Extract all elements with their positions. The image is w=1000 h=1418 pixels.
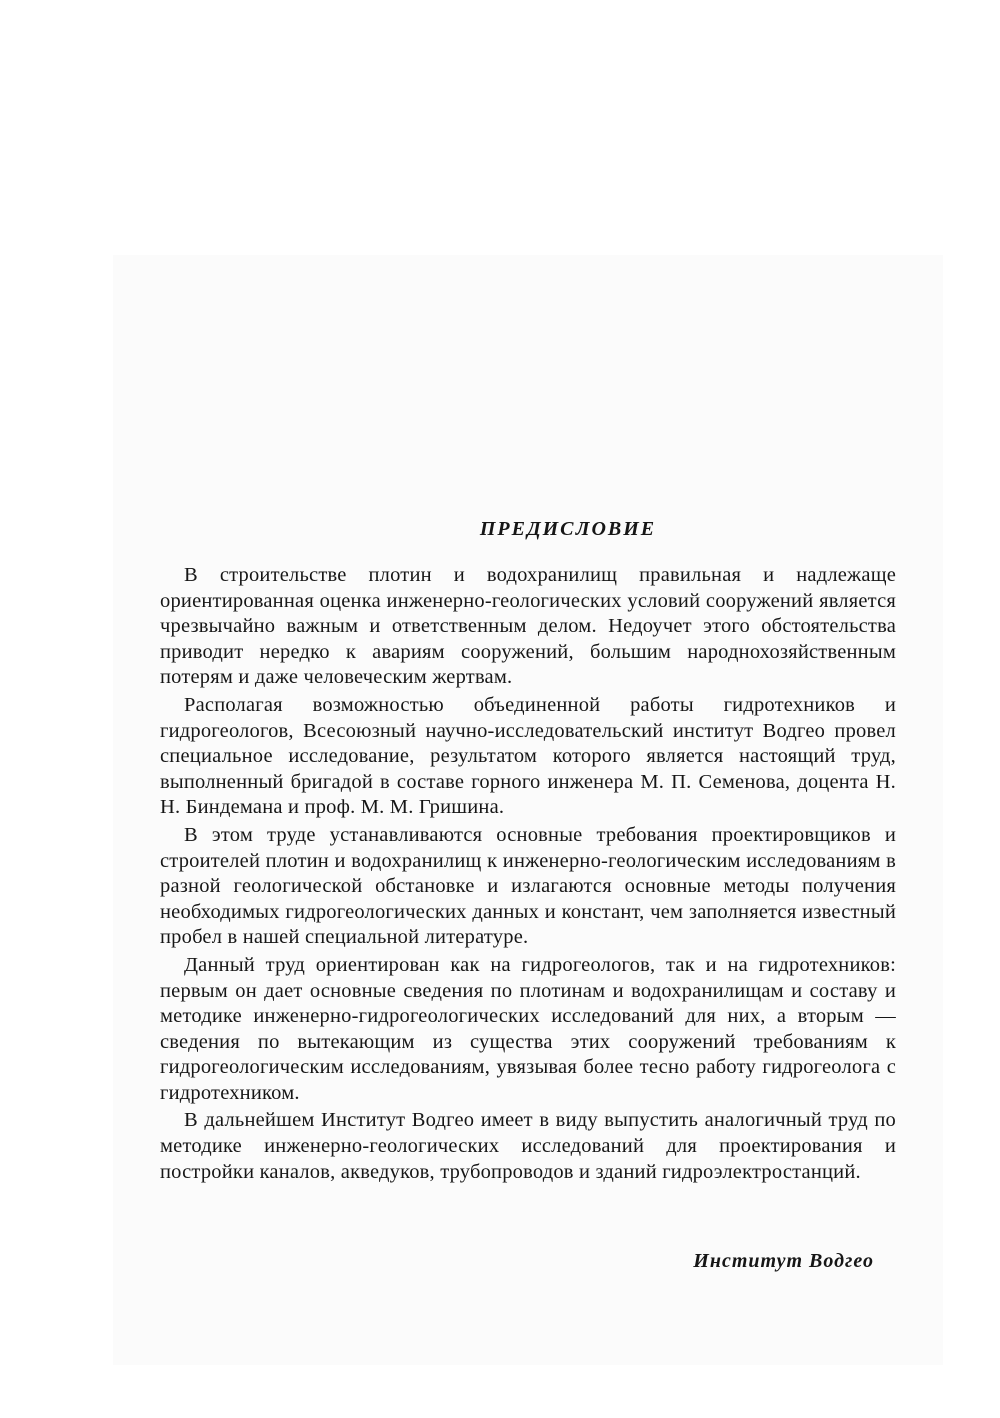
signature: Институт Водгео — [693, 1250, 874, 1272]
paragraph-5: В дальнейшем Институт Водгео имеет в виду выпустить аналогичный труд по методике инженерно-геологических исследований для проектирования и постройки каналов, акведуков, трубопроводов и зданий гидроэлектростанций. — [160, 1109, 896, 1183]
page-title: ПРЕДИСЛОВИЕ — [479, 518, 657, 540]
paragraph-4: Данный труд ориентирован как на гидрогеологов, так и на гидротехников: первым он дает основные сведения по плотинам и водохранилищам и составу и методике инженерно-гидрогеологических исследований для них, а вторым — сведения по вытекающим из существа этих сооружений требованиям к гидрогеологическим исследованиям, увязывая более тесно работу гидрогеолога с гидротехником. — [160, 953, 896, 1104]
paragraph-2: Располагая возможностью объединенной работы гидротехников и гидрогеологов, Всесоюзный научно-исследовательский институт Водгео провел специальное исследование, результатом которого является настоящий труд, выполненный бригадой в составе горного инженера М. П. Семенова, доцента Н. Н. Биндемана и проф. М. М. Гришина. — [160, 693, 896, 819]
paragraph-3: В этом труде устанавливаются основные требования проектировщиков и строителей плотин и водохранилищ к инженерно-геологическим исследованиям в разной геологической обстановке и излагаются основные методы получения необходимых гидрогеологических данных и констант, чем заполняется известный пробел в нашей специальной литературе. — [160, 823, 896, 949]
paragraph-1: В строительстве плотин и водохранилищ правильная и надлежаще ориентированная оценка инженерно-геологических условий сооружений является чрезвычайно важным и ответственным делом. Недоучет этого обстоятельства приводит нередко к авариям сооружений, большим народнохозяйственным потерям и даже человеческим жертвам. — [160, 564, 896, 689]
document-body — [160, 518, 896, 1187]
